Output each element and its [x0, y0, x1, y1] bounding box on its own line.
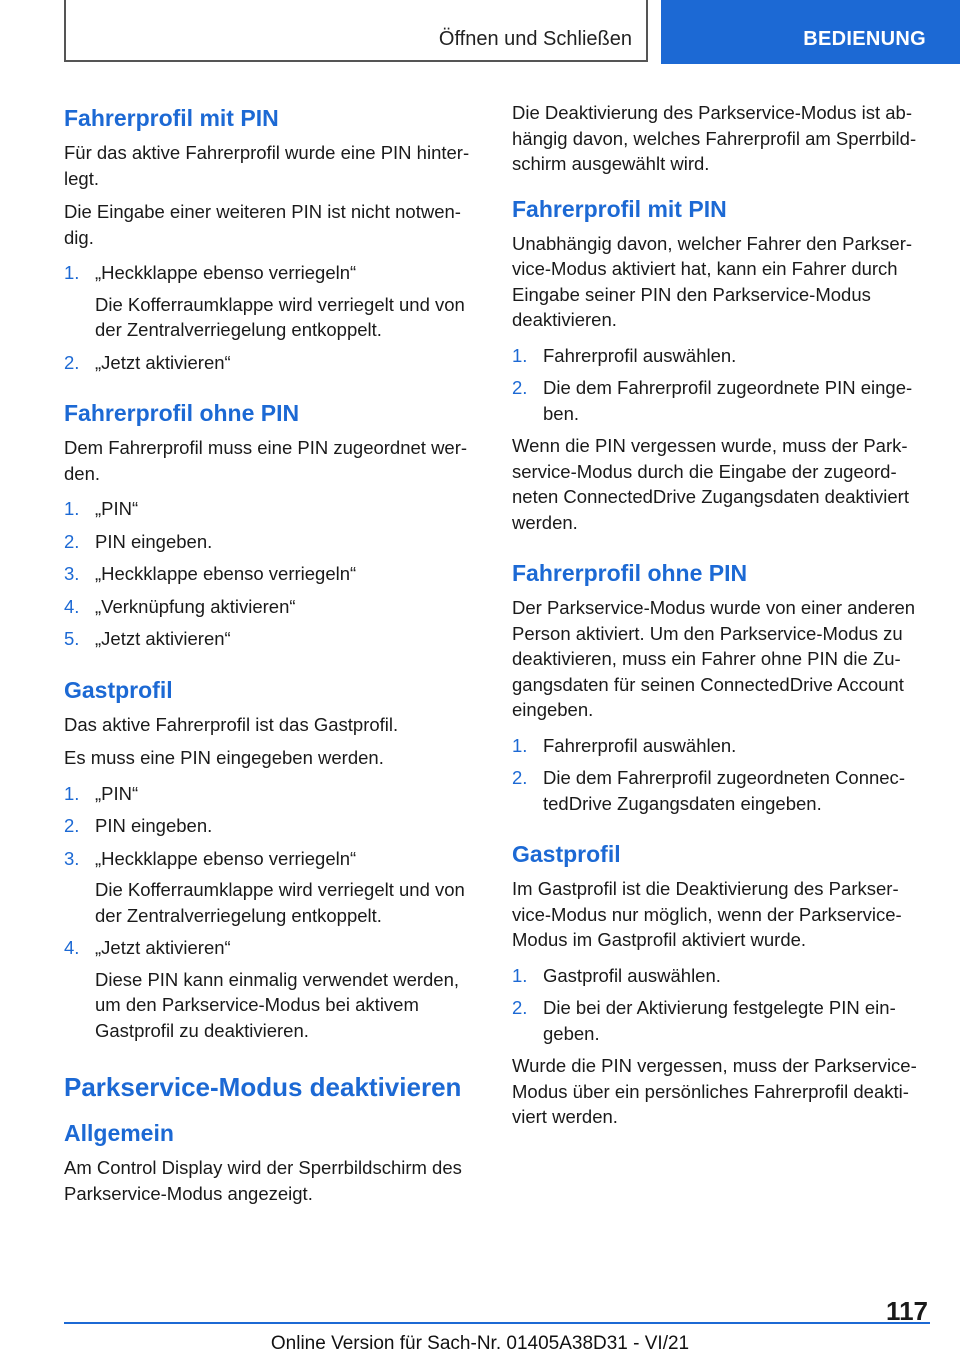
list-item	[64, 260, 478, 343]
paragraph: Die Eingabe einer weiteren PIN ist nicht notwendig.	[64, 201, 461, 248]
paragraph: Dem Fahrerprofil muss eine PIN zugeordnet werden.	[64, 437, 468, 484]
list-item-description: Die Kofferraumklappe wird verriegelt und von der Zentralverriegelung entkoppelt.	[95, 879, 465, 926]
list-item	[64, 813, 478, 839]
right-column	[512, 100, 930, 1138]
section-title: Öffnen und Schließen	[438, 28, 632, 50]
heading-allgemein: Allgemein	[64, 1120, 174, 1146]
list-item-number: 2.	[512, 767, 528, 788]
list-item-text: Fahrerprofil auswählen.	[543, 734, 737, 756]
list-item-number: 1.	[64, 782, 80, 804]
page-number: 117	[886, 1296, 928, 1326]
list-item-text: Fahrerprofil auswählen.	[543, 344, 737, 366]
list-item-text: „Verknüpfung aktivieren“	[95, 595, 296, 617]
chapter-tab-label: BEDIENUNG	[803, 28, 926, 50]
section-title-box	[64, 0, 648, 62]
list-item	[512, 963, 930, 989]
paragraph: Es muss eine PIN eingegeben werden.	[64, 747, 384, 768]
list-pin	[512, 343, 930, 427]
list-item-text: „PIN“	[95, 498, 139, 519]
list-item	[512, 343, 930, 369]
heading-fahrerprofil-mit-pin: Fahrerprofil mit PIN	[512, 195, 727, 222]
list-item	[512, 995, 930, 1046]
paragraph: Wenn die PIN vergessen wurde, muss der Parkservice-Modus durch die Eingabe der zugeordneten ConnectedDrive Zugangsdaten deaktiviert werden.	[512, 435, 909, 533]
list-item	[64, 561, 478, 587]
heading-fahrerprofil-ohne-pin: Fahrerprofil ohne PIN	[512, 560, 748, 586]
heading-fahrerprofil-ohne-pin: Fahrerprofil ohne PIN	[64, 400, 300, 426]
list-nopin	[512, 733, 930, 817]
list-item	[64, 350, 478, 376]
list-item-number: 2.	[64, 530, 80, 552]
list-item	[64, 594, 478, 620]
list-item-text: „Heckklappe ebenso verriegeln“	[95, 847, 357, 869]
list-item-text: „Jetzt aktivieren“	[95, 937, 231, 958]
list-item-number: 1.	[64, 498, 80, 519]
list-item-text: Die dem Fahrerprofil zugeordneten ConnectedDrive Zugangsdaten eingeben.	[543, 767, 905, 814]
paragraph: Für das aktive Fahrerprofil wurde eine PIN hinterlegt.	[64, 142, 470, 189]
heading-fahrerprofil-mit-pin: Fahrerprofil mit PIN	[64, 105, 279, 131]
list-item-number: 2.	[64, 351, 80, 373]
list-item-number: 4.	[64, 937, 80, 958]
list-item-text: PIN eingeben.	[95, 815, 213, 836]
paragraph: Das aktive Fahrerprofil ist das Gastprofil.	[64, 713, 399, 735]
heading-parkservice-deaktivieren: Parkservice-Modus deaktivieren	[64, 1072, 462, 1102]
list-item-number: 2.	[512, 377, 528, 398]
list-gast	[64, 781, 478, 1044]
list-item	[64, 626, 478, 652]
list-item-text: Die bei der Aktivierung festgelegte PIN eingeben.	[543, 997, 896, 1044]
page-header	[0, 0, 960, 66]
footer-online-version: Online Version für Sach-Nr. 01405A38D31 - VI/21	[270, 1333, 690, 1354]
list-item-description: Diese PIN kann einmalig verwendet werden, um den Parkservice-Modus bei aktivem Gastprofil zu deaktivieren.	[95, 968, 460, 1041]
list-item-number: 1.	[512, 734, 528, 756]
left-column	[64, 100, 478, 1214]
paragraph: Unabhängig davon, welcher Fahrer den Parkservice-Modus aktiviert hat, kann ein Fahrer durch Eingabe seiner PIN den Parkservice-Modus deaktivieren.	[512, 232, 913, 330]
list-pin	[64, 260, 478, 375]
list-item-text: „Jetzt aktivieren“	[95, 628, 231, 649]
paragraph: Die Deaktivierung des Parkservice-Modus ist abhängig davon, welches Fahrerprofil am Sperrbildschirm ausgewählt wird.	[512, 102, 917, 174]
list-item-text: PIN eingeben.	[95, 530, 213, 552]
list-item-number: 1.	[64, 262, 80, 283]
list-item-text: „PIN“	[95, 782, 139, 804]
footer-rule	[64, 1322, 930, 1324]
list-item-text: Die dem Fahrerprofil zugeordnete PIN eingeben.	[543, 377, 913, 424]
list-item	[512, 765, 930, 816]
list-item-number: 3.	[64, 563, 80, 584]
list-item	[512, 733, 930, 759]
paragraph: Am Control Display wird der Sperrbildschirm des Parkservice-Modus angezeigt.	[64, 1157, 462, 1204]
list-item	[64, 846, 478, 929]
list-item-text: „Heckklappe ebenso verriegeln“	[95, 262, 357, 283]
list-item-text: „Heckklappe ebenso verriegeln“	[95, 563, 357, 584]
list-item-number: 2.	[512, 997, 528, 1018]
list-item-number: 3.	[64, 847, 80, 869]
list-item-text: Gastprofil auswählen.	[543, 964, 721, 986]
list-item-number: 1.	[512, 344, 528, 366]
list-item	[64, 496, 478, 522]
paragraph: Der Parkservice-Modus wurde von einer anderen Person aktiviert. Um den Parkservice-Modus zu deaktivieren, muss ein Fahrer ohne PIN die Zugangsdaten für seinen ConnectedDrive Account eingeben.	[512, 597, 916, 720]
heading-gastprofil: Gastprofil	[512, 841, 621, 867]
list-item-number: 5.	[64, 628, 80, 649]
list-nopin	[64, 496, 478, 652]
list-item	[64, 935, 478, 1043]
list-item-number: 4.	[64, 595, 80, 617]
heading-gastprofil: Gastprofil	[64, 676, 173, 703]
chapter-tab[interactable]	[661, 0, 960, 64]
list-item-number: 2.	[64, 815, 80, 836]
list-gast	[512, 963, 930, 1047]
list-item	[64, 529, 478, 555]
list-item-number: 1.	[512, 964, 528, 986]
list-item	[64, 781, 478, 807]
paragraph: Im Gastprofil ist die Deaktivierung des Parkservice-Modus nur möglich, wenn der Parkservice-Modus im Gastprofil aktiviert wurde.	[512, 878, 902, 950]
paragraph: Wurde die PIN vergessen, muss der Parkservice-Modus über ein persönliches Fahrerprofil deaktiviert werden.	[512, 1055, 917, 1127]
list-item-text: „Jetzt aktivieren“	[95, 351, 231, 373]
list-item	[512, 375, 930, 426]
list-item-description: Die Kofferraumklappe wird verriegelt und von der Zentralverriegelung entkoppelt.	[95, 293, 465, 340]
